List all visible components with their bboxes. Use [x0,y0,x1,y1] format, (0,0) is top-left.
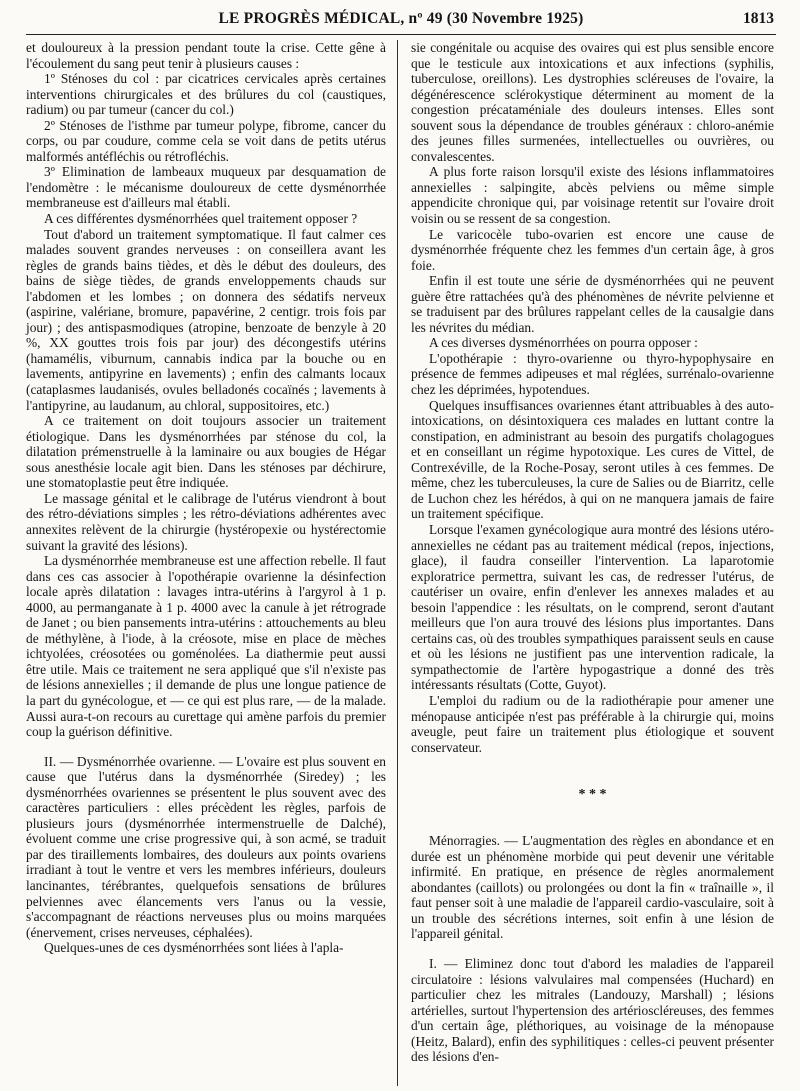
paragraph: Quelques-unes de ces dysménorrhées sont liées à l'apla- [44,940,344,956]
paragraph: Enfin il est toute une série de dysménorrhées qui ne peuvent guère être rattachées qu'à des phénomènes de névrite pelvienne et se traduisent par des brûlures rappelant celles de la causalgie dans les névrites du médian. [411,273,774,335]
right-column [411,40,774,1065]
page-number: 1813 [743,10,774,27]
paragraph: I. — Eliminez donc tout d'abord les maladies de l'appareil circulatoire : lésions valvulaires mal compensées (Huchard) en particulier chez les mitrales (Landouzy, Marshall) ; lésions artérielles, surtout l'hypertension des artérioscléreuses, des femmes d'un certain âge, pléthoriques, au voisinage de la ménopause (Heitz, Balard), enfin des syphilitiques : celles-ci peuvent présenter des lésions d'en- [411,955,774,1065]
paragraph: L'opothérapie : thyro-ovarienne ou thyro-hypophysaire en présence de femmes adipeuses et mal réglées, surrénalo-ovarienne chez les déprimées, hypotendues. [411,350,774,398]
paragraph: 1º Sténoses du col : par cicatrices cervicales après certaines interventions chirurgicales et des brûlures du col (caustiques, radium) ou par tumeur (cancer du col.) [26,71,386,118]
paragraph: et douloureux à la pression pendant toute la crise. Cette gêne à l'écoulement du sang peut tenir à plusieurs causes : [26,40,386,71]
section-heading-paragraph: Ménorragies. — L'augmentation des règles en abondance et en durée est un phénomène morbide qui peut devenir une véritable infirmité. En pratique, en présence de règles anormalement abondantes (caillots) ou prolongées ou dont la fin « traînaille », il faut penser soit à une maladie de l'appareil cardio-vasculaire, soit à un trouble des sécrétions internes, soit enfin à une lésion de l'appareil génital. [411,833,774,942]
paragraph: 2º Sténoses de l'isthme par tumeur polype, fibrome, cancer du corps, ou par coudure, comme cela se voit dans de petits utérus malformés antéfléchis ou rétrofléchis. [26,117,386,164]
paragraph: Tout d'abord un traitement symptomatique. Il faut calmer ces malades souvent grandes nerveuses : on conseillera avant les règles de grands bains tièdes, et dès le début des douleurs, des bains de siège tièdes, de grands enveloppements chauds sur l'abdomen et les lombes ; on donnera des sédatifs nerveux (aspirine, valériane, bromure, papavérine, 2 centigr. trois fois par jour) ; des antispasmodiques (atropine, benzoate de benzyle à 20 %, XX gouttes trois fois par jour) des décongestifs utérins (hamamélis, viburnum, cannabis indica par la bouche ou en lavements, antipyrine en lavements) ; enfin des calmants locaux (cataplasmes laudanisés, ovules belladonés cocaïnés ; lavements à l'antipyrine, au laudanum, au chloral, suppositoires, etc.) [26,226,386,413]
paragraph: L'emploi du radium ou de la radiothérapie pour amener une ménopause anticipée n'est pas préférable à la chirurgie qui, moins aveugle, peut faire un traitement plus étiologique et souvent conservateur. [411,692,774,755]
paragraph: A plus forte raison lorsqu'il existe des lésions inflammatoires annexielles : salpingite, abcès pelviens ou même simple appendicite chronique qui, par voisinage retentit sur l'ovaire droit voisin ou se ressent de sa congestion. [411,164,774,227]
journal-title: LE PROGRÈS MÉDICAL, nº 49 (30 Novembre 1925) [218,10,584,27]
section-heading-paragraph: II. — Dysménorrhée ovarienne. — L'ovaire est plus souvent en cause que l'utérus dans la dysménorrhée (Siredey) ; les dysménorrhées ovariennes se présentent le plus souvent avec des caractères particuliers : elles précèdent les règles, parfois de plusieurs jours (dysménorrhée intermenstruelle de Dalché), évoluent comme une crise progressive qui, à son acmé, se traduit par des tiraillements lombaires, des douleurs aux points ovariens irradiant à tout le ventre et vers les membres inférieurs, douleurs lancinantes, térébrantes, quelquefois sensations de brûlures pelviennes avec élancements vers l'anus ou la vessie, s'accompagnant de réactions nerveuses plus ou moins marquées (énervement, crises nerveuses, céphalées). [26,753,386,940]
paragraph: Lorsque l'examen gynécologique aura montré des lésions utéro-annexielles ne cédant pas au traitement médical (repos, injections, glace), il faudra conseiller l'intervention. La laparotomie exploratrice permettra, suivant les cas, de redresser l'utérus, de cautériser un ovaire, enfin d'enlever les annexes malades et au besoin l'appendice : les résultats, on le comprend, seront d'autant meilleurs que l'on aura trouvé des lésions plus importantes. Dans certains cas, où des troubles sympathiques paraissent seuls en cause et où les lésions ne justifient pas une intervention radicale, la sympathectomie de l'artère hypogastrique a donné des très intéressants résultats (Cotte, Guyot). [411,521,774,693]
paragraph: A ce traitement on doit toujours associer un traitement étiologique. Dans les dysménorrhées par sténose du col, la dilatation prémenstruelle à la laminaire ou aux bougies de Hégar sous anesthésie locale agit bien. Dans les sténoses par déchirure, une stomatoplastie peut être indiquée. [26,413,386,491]
paragraph: sie congénitale ou acquise des ovaires qui est plus sensible encore que le testicule aux intoxications et aux infections (syphilis, tuberculose, oreillons). Les dystrophies scléreuses de l'ovaire, la dégénérescence sclérokystique déterminent au moment de la congestion précataméniale des douleurs intenses. Elles sont souvent sous la dépendance de troubles généraux : chloro-anémie des jeunes filles surmenées, intellectuelles ou ouvrières, ou convalescentes. [411,40,774,164]
section-separator: * * * [578,787,607,803]
column-divider [397,40,398,1086]
left-column [26,40,386,956]
paragraph: Le varicocèle tubo-ovarien est encore une cause de dysménorrhée fréquente chez les femmes d'un certain âge, à gros foie. [411,226,774,273]
paragraph: La dysménorrhée membraneuse est une affection rebelle. Il faut dans ces cas associer à l'opothérapie ovarienne la désinfection locale après dilatation : lavages intra-utérins à l'argyrol à 1 p. 4000, au permanganate à 1 p. 4000 avec la canule à jet rétrograde de Janet ; ou bien pansements intra-utérins : attouchements au bleu de méthylène, à l'iode, à la créosote, mise en place de mèches ichtyolées, créosotées ou goménolées. La diathermie peut aussi être utile. Mais ce traitement ne sera appliqué que s'il n'existe pas de lésions annexielles ; il demande de plus une longue patience de la part du gynécologue, et — ce qui est plus rare, — de la malade. Aussi aura-t-on recours au curettage qui amène parfois du premier coup la guérison définitive. [26,553,386,740]
running-header [26,10,776,35]
paragraph: A ces diverses dysménorrhées on pourra opposer : [429,335,698,351]
paragraph: A ces différentes dysménorrhées quel traitement opposer ? [44,211,358,227]
paragraph: 3º Elimination de lambeaux muqueux par desquamation de l'endomètre : le mécanisme douloureux de cette dysménorrhée membraneuse est d'ailleurs mal établi. [26,164,386,211]
paragraph: Quelques insuffisances ovariennes étant attribuables à des auto-intoxications, on désintoxiquera ces malades en luttant contre la constipation, en administrant au besoin des purgatifs cholagogues et en conseillant un régime hypotoxique. Les cures de Vittel, de Contrexéville, de la Roche-Posay, seront utiles à ces femmes. De même, chez les tuberculeuses, la cure de Salies ou de Biarritz, celle de Luchon chez les hérédos, à qui on ne manquera jamais de faire un traitement spécifique. [411,397,774,522]
paragraph: Le massage génital et le calibrage de l'utérus viendront à bout des rétro-déviations simples ; les rétro-déviations adhérentes avec annexites relèvent de la chirurgie (hystéropexie ou hystérectomie suivant la gravité des lésions). [26,490,386,553]
